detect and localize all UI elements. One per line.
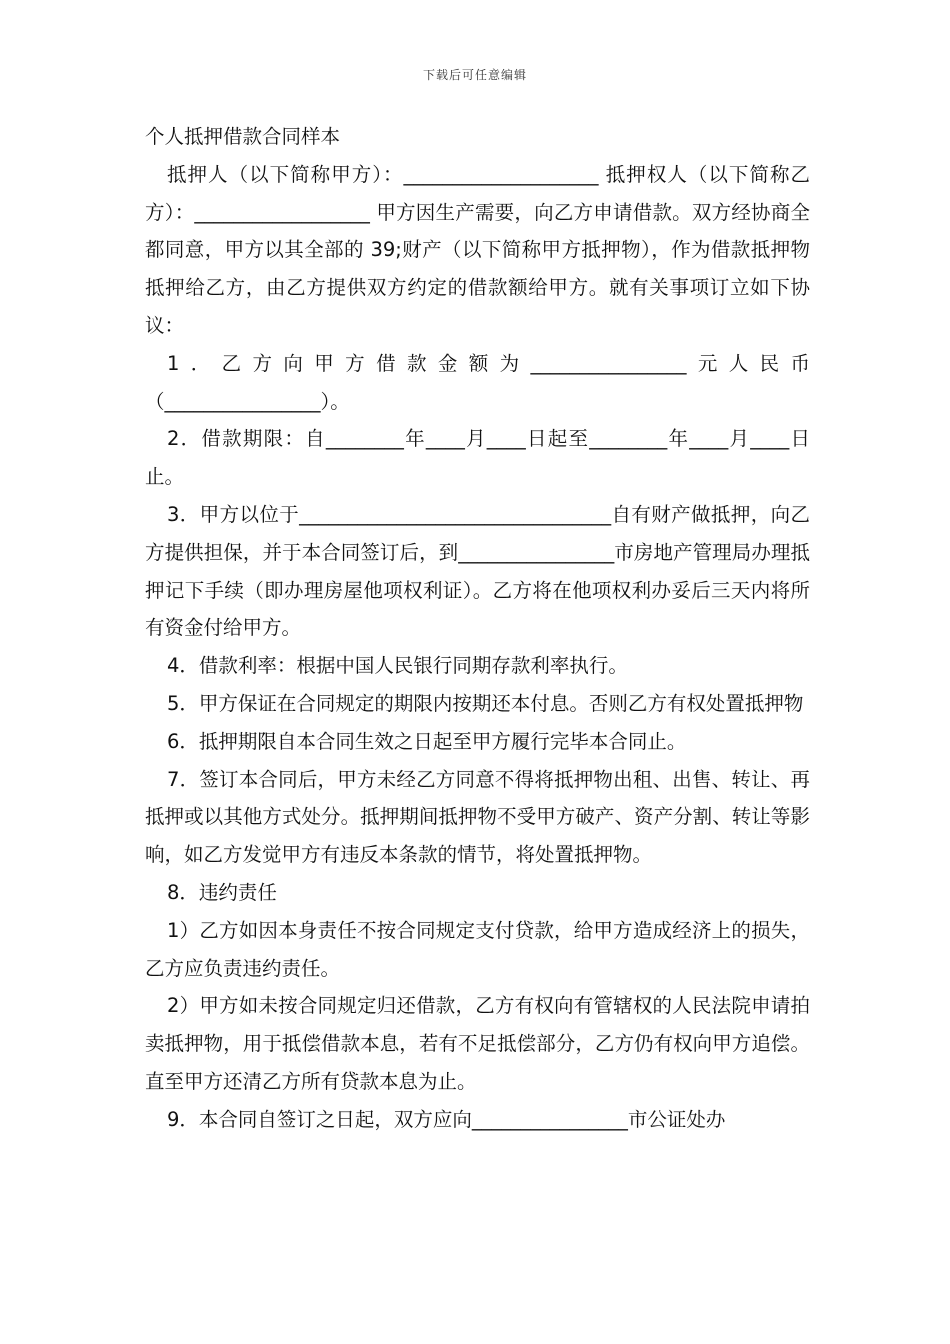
document-title: 个人抵押借款合同样本 [145, 125, 341, 148]
clause-5-repayment: 5．甲方保证在合同规定的期限内按期还本付息。否则乙方有权处置抵押物 [167, 691, 804, 715]
clause-8-1: 1）乙方如因本身责任不按合同规定支付贷款，给甲方造成经济上的损失，乙方应负责违约责任。 [145, 918, 810, 980]
clause-8-liability-heading: 8．违约责任 [167, 880, 277, 904]
clause-7-restrictions: 7．签订本合同后，甲方未经乙方同意不得将抵押物出租、出售、转让、再抵押或以其他方式处分。抵押期间抵押物不受甲方破产、资产分割、转让等影响，如乙方发觉甲方有违反本条款的情节，将处置抵押物。 [145, 767, 810, 867]
clause-3-collateral: 3．甲方以位于________________________________自有财产做抵押，向乙方提供担保，并于本合同签订后，到________________市房地产管理局办理抵押记下手续（即办理房屋他项权利证）。乙方将在他项权利办妥后三天内将所有资金付给甲方。 [145, 502, 810, 640]
clause-8-2: 2）甲方如未按合同规定归还借款，乙方有权向有管辖权的人民法院申请拍卖抵押物，用于抵偿借款本息，若有不足抵偿部分，乙方仍有权向甲方追偿。直至甲方还清乙方所有贷款本息为止。 [145, 994, 810, 1093]
paragraph-intro: 抵押人（以下简称甲方）：____________________ 抵押权人（以下简称乙方）：__________________ 甲方因生产需要，向乙方申请借款。双方经协商全都同意，甲方以其全部的 39;财产（以下简称甲方抵押物），作为借款抵押物抵押给乙方，由乙方提供双方约定的借款额给甲方。就有关事项订立如下协议： [145, 162, 810, 337]
clause-2-loan-term: 2．借款期限：自________年____月____日起至________年____月____日止。 [145, 427, 810, 489]
clause-4-interest-rate: 4．借款利率：根据中国人民银行同期存款利率执行。 [167, 654, 628, 678]
clause-1-loan-amount: 1．乙方向甲方借款金额为________________元人民币（________________）。 [145, 351, 810, 413]
page-header: 下载后可任意编辑 [422, 68, 527, 82]
clause-9-notarization: 9．本合同自签订之日起，双方应向________________市公证处办 [167, 1107, 726, 1131]
document-body [145, 118, 810, 1139]
clause-6-mortgage-period: 6．抵押期限自本合同生效之日起至甲方履行完毕本合同止。 [167, 729, 687, 753]
